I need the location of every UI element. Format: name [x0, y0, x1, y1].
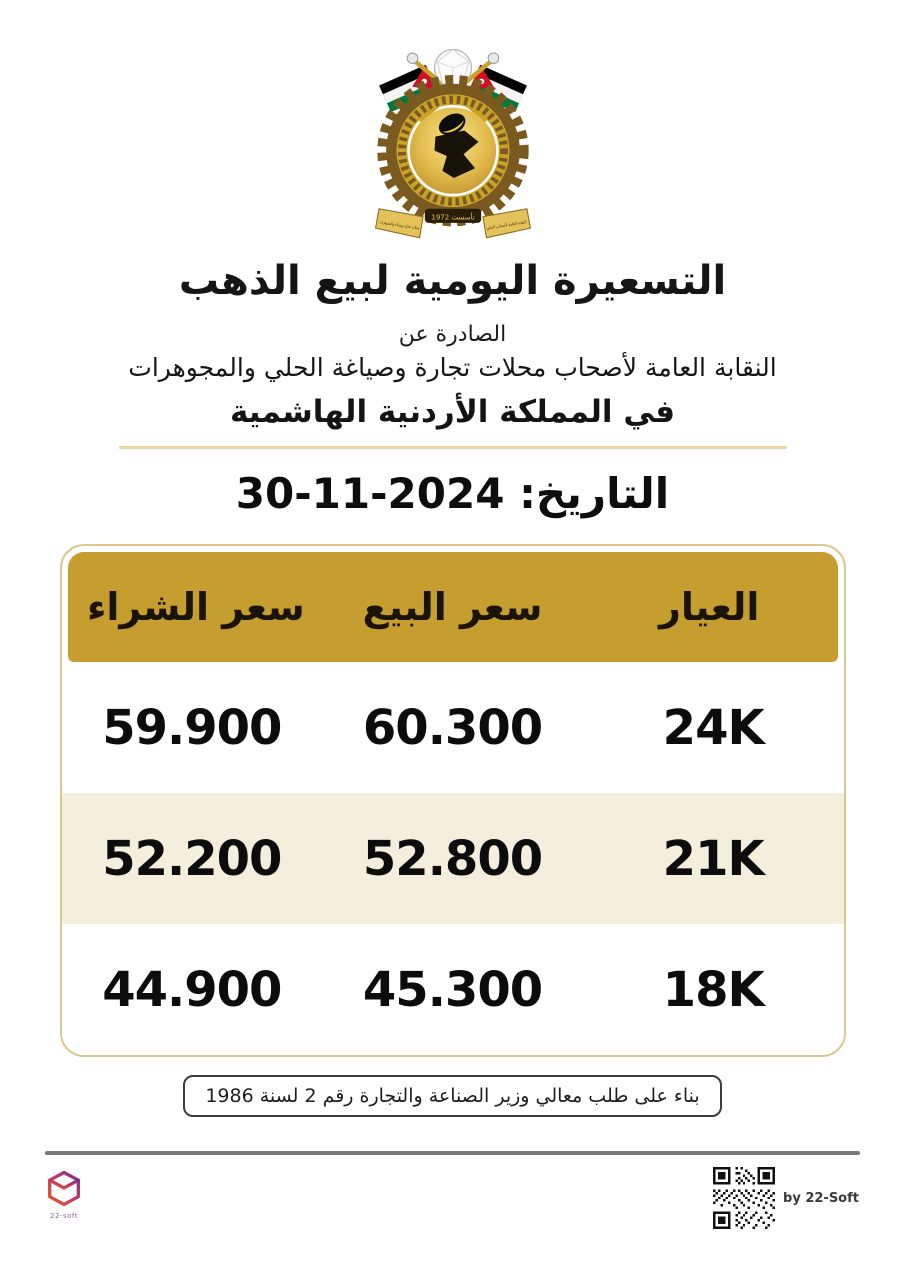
medallion-jordan-map-icon: [409, 108, 495, 194]
date-value: 30-11-2024: [235, 469, 505, 518]
sell-price-value: 45.300: [362, 961, 543, 1018]
kingdom-line: في المملكة الأردنية الهاشمية: [229, 394, 675, 430]
column-header-sell-price: سعر البيع: [362, 585, 543, 629]
cube-logo-icon: [42, 1167, 86, 1211]
issued-by-label: الصادرة عن: [398, 322, 507, 347]
table-row-21k: [62, 793, 844, 924]
vendor-logo-caption: 22-soft: [50, 1212, 78, 1220]
table-row-24k: [62, 662, 844, 793]
date-line: [0, 469, 905, 518]
karat-value: 24K: [662, 699, 764, 756]
established-text: تأسست 1972: [430, 212, 475, 222]
established-band: [424, 209, 480, 223]
date-label: التاريخ:: [519, 469, 670, 518]
buy-price-value: 59.900: [102, 699, 282, 756]
gold-price-table: [60, 544, 846, 1057]
vendor-logo-block: [42, 1167, 86, 1220]
qr-code-icon: [713, 1167, 775, 1229]
syndicate-emblem-logo: [365, 34, 541, 248]
table-row-18k: [62, 924, 844, 1055]
buy-price-value: 44.900: [102, 961, 282, 1018]
sell-price-value: 52.800: [362, 830, 543, 887]
ministerial-footnote: بناء على طلب معالي وزير الصناعة والتجارة رقم 2 لسنة 1986: [183, 1075, 721, 1117]
sell-price-value: 60.300: [362, 699, 543, 756]
ribbon-left-text: محلات تجارة وصياغة والمجوهرات: [378, 220, 441, 235]
ribbon-right-text: النقابة العامة لأصحاب الحلي: [485, 218, 537, 232]
column-header-buy-price: سعر الشراء: [86, 585, 305, 629]
poster-title: التسعيرة اليومية لبيع الذهب: [178, 258, 727, 304]
credit-block: [713, 1167, 859, 1229]
table-header-row: [68, 552, 838, 662]
credit-text: by 22-Soft: [783, 1190, 859, 1206]
footer-bar: [0, 1155, 905, 1229]
gold-divider: [119, 446, 787, 449]
syndicate-name: النقابة العامة لأصحاب محلات تجارة وصياغة الحلي والمجوهرات: [128, 353, 777, 382]
karat-value: 18K: [662, 961, 764, 1018]
buy-price-value: 52.200: [102, 830, 282, 887]
karat-value: 21K: [662, 830, 764, 887]
column-header-karat: العيار: [658, 585, 760, 629]
